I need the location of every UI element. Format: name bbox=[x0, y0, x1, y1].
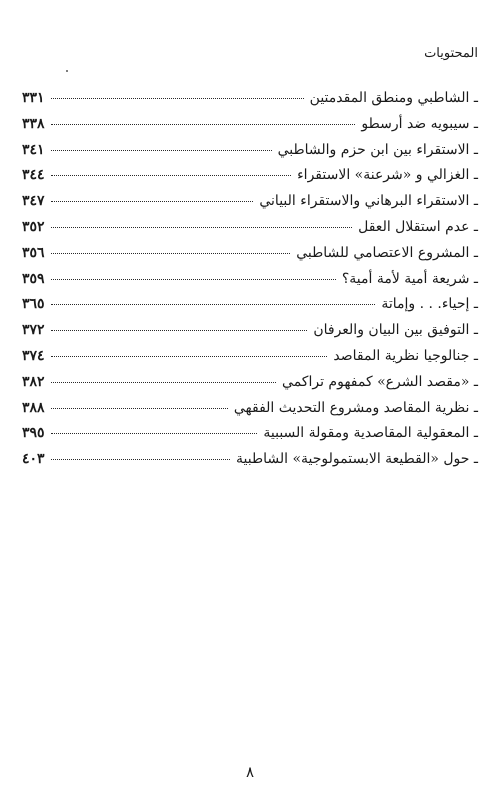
toc-leader-dots bbox=[51, 304, 376, 305]
toc-leader-dots bbox=[51, 201, 254, 202]
toc-leader-dots bbox=[51, 124, 356, 125]
toc-leader-dots bbox=[51, 330, 308, 331]
toc-leader-dots bbox=[51, 459, 230, 460]
toc-entry bbox=[22, 322, 478, 348]
toc-leader-dots bbox=[51, 150, 272, 151]
toc-entry-title: ـ سيبويه ضد أرسطو bbox=[361, 115, 478, 132]
toc-entry-title: ـ حول «القطيعة الابستمولوجية» الشاطبية bbox=[236, 451, 478, 468]
toc-entry-page: ٣٣٨ bbox=[22, 115, 45, 132]
toc-entry-page: ٣٤٧ bbox=[22, 193, 45, 210]
toc-entry bbox=[22, 142, 478, 168]
toc-entry bbox=[22, 425, 478, 451]
toc-entry-page: ٣٧٤ bbox=[22, 347, 45, 364]
toc-leader-dots bbox=[51, 433, 258, 434]
toc-entry bbox=[22, 271, 478, 297]
toc-leader-dots bbox=[51, 227, 353, 228]
page-number: ٨ bbox=[245, 763, 255, 781]
toc-entry-title: ـ المعقولية المقاصدية ومقولة السببية bbox=[263, 425, 478, 442]
toc-entry-page: ٣٨٢ bbox=[22, 373, 45, 390]
toc-entry bbox=[22, 116, 478, 142]
toc-entry bbox=[22, 167, 478, 193]
toc-entry bbox=[22, 296, 478, 322]
table-of-contents bbox=[22, 90, 478, 477]
toc-entry-page: ٣٥٩ bbox=[22, 270, 45, 287]
toc-entry-title: ـ التوفيق بين البيان والعرفان bbox=[313, 322, 478, 339]
toc-entry-title: ـ الاستقراء بين ابن حزم والشاطبي bbox=[277, 141, 478, 158]
toc-entry-title: ـ الاستقراء البرهاني والاستقراء البياني bbox=[259, 193, 478, 210]
toc-entry-title: ـ نظرية المقاصد ومشروع التحديث الفقهي bbox=[233, 399, 478, 416]
toc-leader-dots bbox=[51, 175, 292, 176]
toc-entry-title: ـ الغزالي و «شرعنة» الاستقراء bbox=[297, 167, 478, 184]
toc-entry bbox=[22, 245, 478, 271]
toc-entry-page: ٣٦٥ bbox=[22, 296, 45, 313]
running-header: المحتويات bbox=[424, 46, 478, 61]
toc-entry bbox=[22, 193, 478, 219]
toc-entry-page: ٣٨٨ bbox=[22, 399, 45, 416]
toc-leader-dots bbox=[51, 356, 328, 357]
toc-entry bbox=[22, 374, 478, 400]
toc-entry-page: ٣٥٦ bbox=[22, 244, 45, 261]
toc-entry-page: ٣٤١ bbox=[22, 141, 45, 158]
toc-entry-title: ـ شريعة أمية لأمة أمية؟ bbox=[341, 270, 478, 287]
toc-entry bbox=[22, 451, 478, 477]
toc-entry-title: ـ عدم استقلال العقل bbox=[358, 218, 478, 235]
toc-entry-page: ٣٣١ bbox=[22, 90, 45, 106]
toc-leader-dots bbox=[51, 279, 336, 280]
toc-leader-dots bbox=[51, 98, 304, 99]
toc-entry-page: ٣٩٥ bbox=[22, 425, 45, 442]
toc-entry-title: ـ المشروع الاعتصامي للشاطبي bbox=[296, 244, 478, 261]
toc-entry bbox=[22, 90, 478, 116]
toc-entry-title: ـ إحياء. . . وإماتة bbox=[381, 296, 478, 313]
toc-entry-page: ٣٧٢ bbox=[22, 322, 45, 339]
toc-entry bbox=[22, 400, 478, 426]
toc-leader-dots bbox=[51, 382, 276, 383]
toc-leader-dots bbox=[51, 408, 228, 409]
toc-entry-page: ٤٠٣ bbox=[22, 451, 45, 468]
toc-entry-title: ـ جنالوجيا نظرية المقاصد bbox=[333, 347, 478, 364]
toc-entry bbox=[22, 348, 478, 374]
print-speck bbox=[66, 70, 68, 72]
toc-entry bbox=[22, 219, 478, 245]
toc-entry-title: ـ «مقصد الشرع» كمفهوم تراكمي bbox=[282, 373, 478, 390]
toc-leader-dots bbox=[51, 253, 291, 254]
toc-entry-title: ـ الشاطبي ومنطق المقدمتين bbox=[309, 90, 478, 106]
toc-entry-page: ٣٤٤ bbox=[22, 167, 45, 184]
toc-entry-page: ٣٥٢ bbox=[22, 218, 45, 235]
